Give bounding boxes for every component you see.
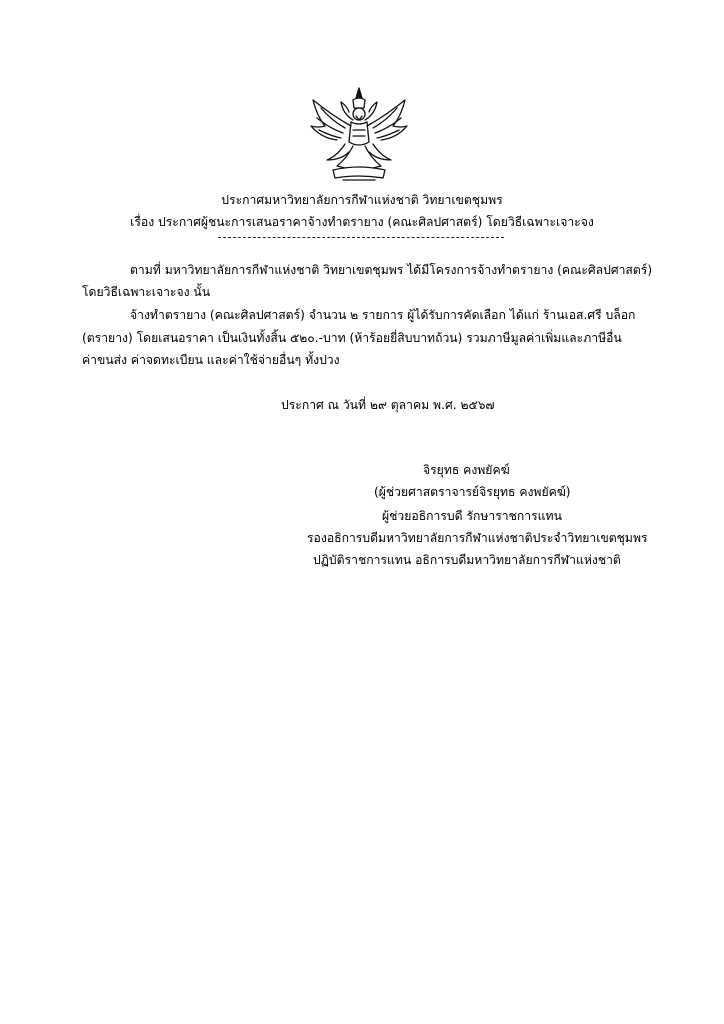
body-paragraph-2-line-3: ค่าขนส่ง ค่าจดทะเบียน และค่าใช้จ่ายอื่นๆ ทั้งปวง	[82, 353, 340, 367]
signer-position-3: ปฏิบัติราชการแทน อธิการบดีมหาวิทยาลัยการกีฬาแห่งชาติ	[313, 553, 621, 567]
body-paragraph-2-line-1: จ้างทำตรายาง (คณะศิลปศาสตร์) จำนวน ๒ รายการ ผู้ได้รับการคัดเลือก ได้แก่ ร้านเอส.ศรี บล็อก	[130, 308, 636, 322]
body-paragraph-1-line-1: ตามที่ มหาวิทยาลัยการกีฬาแห่งชาติ วิทยาเขตชุมพร ได้มีโครงการจ้างทำตรายาง (คณะศิลปศาสตร์)	[130, 263, 653, 277]
announcement-title: ประกาศมหาวิทยาลัยการกีฬาแห่งชาติ วิทยาเขตชุมพร	[221, 193, 503, 207]
signer-position-2: รองอธิการบดีมหาวิทยาลัยการกีฬาแห่งชาติประจำวิทยาเขตชุมพร	[307, 531, 648, 545]
announcement-date: ประกาศ ณ วันที่ ๒๙ ตุลาคม พ.ศ. ๒๕๖๗	[281, 398, 495, 412]
announcement-subject: เรื่อง ประกาศผู้ชนะการเสนอราคาจ้างทำตรายาง (คณะศิลปศาสตร์) โดยวิธีเฉพาะเจาะจง	[130, 215, 594, 229]
signer-full-name: (ผู้ช่วยศาสตราจารย์จิรยุทธ คงพยัคฆ์)	[374, 485, 571, 499]
signer-position-1: ผู้ช่วยอธิการบดี รักษาราชการแทน	[382, 509, 562, 523]
body-paragraph-1-line-2: โดยวิธีเฉพาะเจาะจง นั้น	[82, 285, 211, 299]
body-paragraph-2-line-2: (ตรายาง) โดยเสนอราคา เป็นเงินทั้งสิ้น ๕๒๐.-บาท (ห้าร้อยยี่สิบบาทถ้วน) รวมภาษีมูลค่าเพิ่มและภาษีอื่น	[82, 331, 622, 345]
signer-name: จิรยุทธ คงพยัคฆ์	[423, 463, 510, 477]
header-divider	[218, 237, 504, 238]
garuda-emblem-icon	[307, 86, 411, 184]
